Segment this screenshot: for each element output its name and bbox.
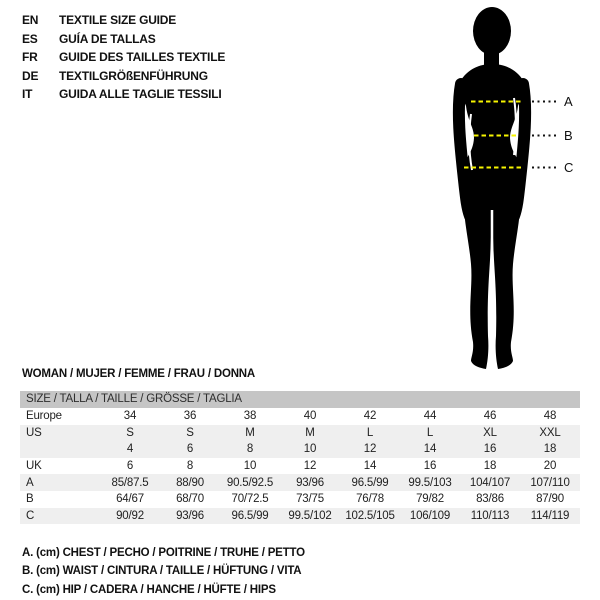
list-item — [22, 85, 225, 104]
language-code: DE — [22, 68, 39, 83]
table-cell: 16 — [483, 443, 497, 456]
table-cell: 10 — [243, 460, 257, 473]
table-cell: 34 — [123, 410, 137, 423]
list-item — [22, 48, 225, 67]
list-item — [22, 30, 225, 49]
row-label: B — [26, 493, 34, 506]
hip-measure-label: C — [564, 160, 574, 175]
list-item — [22, 11, 225, 30]
table-cell: 79/82 — [416, 493, 444, 506]
table-row-waist — [20, 491, 580, 508]
table-cell: 12 — [363, 443, 377, 456]
row-label: Europe — [26, 410, 62, 423]
legend-chest: A. (cm) CHEST / PECHO / POITRINE / TRUHE / PETTO — [22, 547, 305, 559]
table-cell: 14 — [363, 460, 377, 473]
table-cell: 87/90 — [536, 493, 564, 506]
table-cell: 20 — [543, 460, 557, 473]
table-cell: 36 — [183, 410, 197, 423]
size-table — [20, 391, 580, 524]
row-label: US — [26, 426, 42, 439]
language-code: IT — [22, 87, 33, 101]
language-guide-list — [22, 11, 225, 104]
table-cell: 102.5/105 — [345, 509, 395, 522]
chest-measure-label: A — [564, 94, 573, 109]
table-cell: 8 — [186, 460, 194, 473]
table-cell: 64/67 — [116, 493, 144, 506]
table-cell: L — [366, 426, 374, 439]
table-cell: 40 — [303, 410, 317, 423]
table-cell: 90/92 — [116, 509, 144, 522]
table-cell: M — [245, 426, 255, 439]
table-cell: 18 — [483, 460, 497, 473]
row-label: A — [26, 476, 34, 489]
table-cell: 106/109 — [409, 509, 451, 522]
table-cell: 48 — [543, 410, 557, 423]
table-cell: S — [126, 426, 134, 439]
table-cell: 70/72.5 — [231, 493, 269, 506]
guide-title-de: TEXTILGRÖßENFÜHRUNG — [59, 68, 208, 83]
table-cell: 42 — [363, 410, 377, 423]
table-cell: S — [186, 426, 194, 439]
table-cell: 88/90 — [176, 476, 204, 489]
table-cell: 104/107 — [469, 476, 511, 489]
table-cell: 6 — [126, 460, 134, 473]
guide-title-fr: GUIDE DES TAILLES TEXTILE — [59, 50, 226, 64]
language-code: ES — [22, 31, 38, 46]
gender-title: WOMAN / MUJER / FEMME / FRAU / DONNA — [22, 368, 256, 380]
row-label: C — [26, 509, 35, 522]
table-cell: 14 — [423, 443, 437, 456]
guide-title-it: GUIDA ALLE TAGLIE TESSILI — [59, 87, 222, 101]
table-cell: 18 — [543, 443, 557, 456]
table-cell: 38 — [243, 410, 257, 423]
table-row-us-numeric — [20, 441, 580, 458]
table-row-europe — [20, 408, 580, 425]
table-cell: 110/113 — [470, 509, 510, 522]
guide-title-en: TEXTILE SIZE GUIDE — [59, 13, 177, 27]
table-cell: 114/119 — [530, 509, 570, 522]
table-cell: 46 — [483, 410, 497, 423]
table-cell: XXL — [539, 426, 561, 439]
table-cell: 16 — [423, 460, 437, 473]
row-label: UK — [26, 460, 42, 473]
table-cell: 96.5/99 — [351, 476, 389, 489]
table-cell: 68/70 — [176, 493, 204, 506]
table-cell: 76/78 — [356, 493, 384, 506]
table-cell: 99.5/102 — [288, 509, 332, 522]
measurement-figure — [420, 0, 600, 375]
table-cell: L — [426, 426, 434, 439]
size-table-header: SIZE / TALLA / TAILLE / GRÖSSE / TAGLIA — [20, 391, 580, 408]
table-cell: 85/87.5 — [111, 476, 149, 489]
table-cell: 44 — [423, 410, 437, 423]
table-cell: 107/110 — [530, 476, 570, 489]
table-cell: 96.5/99 — [231, 509, 269, 522]
table-cell: 93/96 — [296, 476, 324, 489]
table-cell: 90.5/92.5 — [226, 476, 274, 489]
table-cell: 10 — [303, 443, 317, 456]
woman-silhouette-figure — [420, 0, 600, 375]
table-cell: 12 — [303, 460, 317, 473]
table-cell: 4 — [126, 443, 134, 456]
table-row-us — [20, 425, 580, 442]
table-cell: 6 — [186, 443, 194, 456]
table-cell: 83/86 — [476, 493, 504, 506]
waist-measure-label: B — [564, 128, 573, 143]
table-cell: 93/96 — [176, 509, 204, 522]
measurement-legend — [22, 544, 305, 599]
table-cell: 8 — [246, 443, 254, 456]
language-code: FR — [22, 50, 38, 64]
language-code: EN — [22, 13, 39, 27]
table-cell: M — [305, 426, 315, 439]
table-cell: 99.5/103 — [408, 476, 452, 489]
silhouette-neck — [484, 40, 499, 68]
list-item — [22, 67, 225, 86]
table-row-uk — [20, 458, 580, 475]
table-cell: 73/75 — [296, 493, 324, 506]
legend-waist: B. (cm) WAIST / CINTURA / TAILLE / HÜFTUNG / VITA — [22, 565, 302, 578]
guide-title-es: GUÍA DE TALLAS — [59, 31, 156, 46]
table-row-hip — [20, 508, 580, 525]
legend-hip: C. (cm) HIP / CADERA / HANCHE / HÜFTE / HIPS — [22, 583, 276, 596]
table-row-chest — [20, 474, 580, 491]
arm-gap-right — [514, 98, 516, 155]
table-cell: XL — [483, 426, 497, 439]
